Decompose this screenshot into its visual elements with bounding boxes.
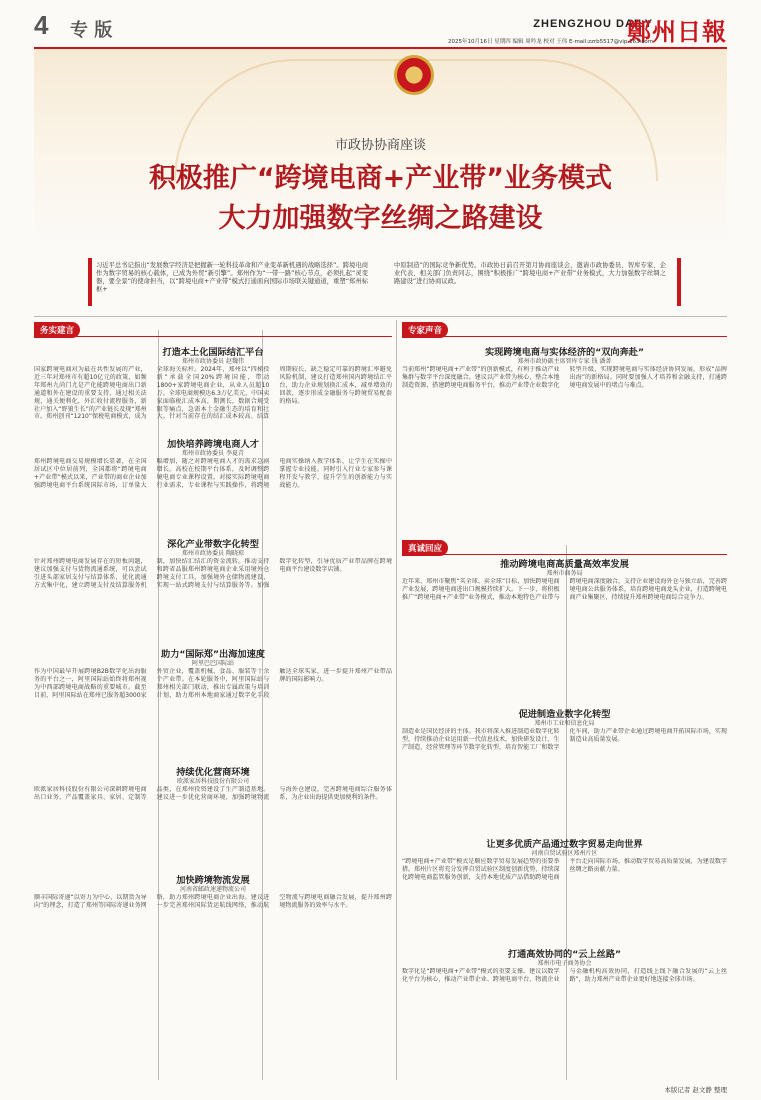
- divider: [34, 316, 727, 317]
- section-tag-response: 真诚回应: [402, 540, 448, 556]
- article-body: 近年来，郑州市聚焦“买全球、卖全球”目标，加快跨境电商产业发展，跨境电商进出口规模持续扩大。下一步，将积极推广“跨境电商+产业带”业务模式，推动本地特色产业带与跨境电商深度融合，支持企业建设海外仓与独立站，完善跨境电商公共服务体系，培育跨境电商龙头企业，打造跨境电商产业集聚区，持续提升郑州跨境电商综合竞争力。: [402, 578, 727, 601]
- banner-kicker: 市政协协商座谈: [334, 138, 426, 153]
- article-title: 打造本土化国际结汇平台: [162, 347, 264, 358]
- article-body: 顺丰国际寄递“以寄力为中心，以期货为导向”的理念，打造了郑州等国际寄递业务网络，助力郑州跨境电商企业出海。建议进一步完善郑州国际货运航线网络，推动航空物流与跨境电商融合发展，提升郑州跨境物流服务的效率与水平。: [34, 894, 392, 909]
- article-title: 深化产业带数字化转型: [167, 539, 259, 550]
- article-body: 当前郑州“跨境电商+产业带”的创新模式，有利于推动产业集群与数字平台深度融合。建议以产业带为核心，整合本地制造资源，搭建跨境电商服务平台，推动产业带企业数字化转型升级，实现跨境电商与实体经济协同发展，形成“品牌出海”的新格局。同时要加强人才培养和金融支持，打通跨境电商发展中的堵点与难点。: [402, 366, 727, 389]
- article-title: 推动跨境电商高质量高效率发展: [500, 559, 629, 570]
- page-number: 4: [34, 10, 49, 40]
- article-body: 郑州跨境电商交易规模增长显著，在全国居试区中位居前列，全国都将“跨境电商+产业带”模式以来，产业带的商业企业加强跨境电商平台系统国际市场，订单量大幅增加，随之对跨境电商人才的需求急剧增长。高校在校期平台体系，及时调整跨境电商专业课程设置。对接实际跨境电商行业需求，专业课程与实践操作，将跨境电商实操纳入教学体系，让学生在实操中掌握专业技能，同时引入行业专家参与课程开发与教学，提升学生的创新能力与实战能力。: [34, 458, 392, 489]
- headline-line-2: 大力加强数字丝绸之路建设: [218, 203, 543, 234]
- section-tag-rule: [402, 554, 727, 555]
- section-tag-practical: 务实建言: [34, 322, 80, 338]
- headline-line-1: 积极推广“跨境电商+产业带”业务模式: [148, 163, 613, 194]
- article-body: 国家跨境电商对为最在共性发展的产业，近三年对郑州市有超10亿元的政策，如频年郑州九尚门尤是产化能跨境电商出口新通道和外在建设的重要支持，通过相关法规，通关便利化，外汇收付流程服务，新社户加入“野狼生长”的产业链长及现“郑州市。郑州创刊“1210”保税电商模式，成为全球海关标杆。2024年，郑州以“四梯投新”承载全国20%跨境国能，带动1800+家跨境电商企业，从业人员超10万。全球电商规模达6.3万亿美元，中国卖家面临税汇成本高，期测长，数据合规受限等痛点，急需本土金融生态的培育和壮大。针对当前存在的结汇成本较高、结算周期较长、缺乏稳定可靠的跨境汇率避免风险机制，建议打造郑州国内跨境结汇平台，助力企业规划换汇成本，减单增效的回款，逐步形成金融服务与跨境贸易配套的格局。: [34, 366, 392, 421]
- article-author: 欧派家居科技股份有限公司: [176, 778, 249, 785]
- article-title: 实现跨境电商与实体经济的“双向奔赴”: [484, 347, 645, 358]
- article-author: 河南自贸试验区郑州片区: [531, 850, 598, 857]
- column-rule: [396, 320, 397, 1080]
- article-author: 郑州市政协副主席智库专家 钱 潘菁: [517, 358, 612, 365]
- article-body: “跨境电商+产业带”模式是顺应数字贸易发展趋势的重要举措。郑州片区将充分发挥自贸试验区制度创新优势，持续深化跨境电商监管服务创新，支持本地优质产品借助跨境电商平台走向国际市场，推动数字贸易高质量发展，为建设数字丝绸之路贡献力量。: [402, 858, 727, 881]
- emblem-icon: [394, 55, 434, 95]
- article-author: 河南省邮政速递物流公司: [179, 886, 246, 893]
- section-tag-rule: [402, 336, 727, 337]
- article-author: 郑州市电子商务协会: [537, 960, 592, 967]
- article-body: 数字化是“跨境电商+产业带”模式的重要支撑。建议以数字化平台为核心，推动产业带企业、跨境电商平台、物流企业与金融机构高效协同，打造线上线下融合发展的“云上丝路”，助力郑州产业带企业更好地连接全球市场。: [402, 968, 727, 983]
- article-author: 郑州市工业和信息化局: [534, 720, 595, 727]
- article-title: 持续优化营商环境: [176, 767, 250, 778]
- article-body: 作为中国最早开展跨境B2B数字化出海服务的平台之一，阿里国际站始终将郑州视为中西部跨境电商战略的重要城市。截至目前，阿里国际站在郑州已服务超3000家外贸企业，覆盖机械、食品、服装等十余个产业带。在本轮服务中，阿里国际站与郑州相关部门联动，推出专属政策与培训计划，助力郑州本地商家通过数字化手段触达全球买家，进一步提升郑州产业带品牌的国际影响力。: [34, 668, 392, 699]
- article-author: 郑州市政协委员 陶晓琼: [182, 550, 244, 557]
- article-body: 针对郑州跨境电商发展存在的短板问题，建议加强支付与货物流通系统，可以尝试引进头部家居支付与结算体系，优化流通方式集中化，建立跨境支付及结算服务机制，加快结汇结汇的资金流转。推动支持和跨省品服郑州跨境电商企业采用境外仓跨境支付工具，加强境外仓储物流建设，实现一站式跨境支付与结算服务等。加强数字化转型，引导优质产业带品牌在跨境电商平台建设数字店铺。: [34, 558, 392, 589]
- article-title: 打通高效协同的“云上丝路”: [507, 949, 622, 960]
- intro-right: 中原制造”的国际竞争新优势。市政协日前召开第月协商座谈会，邀请市政协委员、智库专家、企业代表、相关部门负责同志，围绕“积极推广“跨境电商+产业带”业务模式，大力加强数字丝绸之路建设”进行协商议政。: [394, 262, 666, 285]
- article-body: 欧派家居科技股份有限公司深耕跨境电商出口业务，产品覆盖家具、家居、定制等品类，在郑州投资建设了生产制造基地。建议进一步优化营商环境，加强跨境物流与海外仓建设，完善跨境电商综合服务体系，为企业出海提供更加便利的条件。: [34, 786, 392, 801]
- article-title: 加快跨境物流发展: [176, 875, 250, 886]
- article-author: 郑州市政协委员 赵魏伟: [182, 358, 244, 365]
- page-footer-credit: 本版记者 赵文静 整理: [664, 1086, 727, 1094]
- article-title: 加快培养跨境电商人才: [167, 439, 259, 450]
- section-tag-rule: [34, 336, 392, 337]
- article-author: 郑州市政协委员 李夏青: [182, 450, 244, 457]
- article-title: 让更多优质产品通过数字贸易走向世界: [486, 839, 643, 850]
- issue-meta: 2025年10月16日 星期四 编辑 周吟龙 校对 王伟 E-mail:zzrb5517@vip.163.com: [448, 39, 654, 45]
- article-author: 郑州市商务局: [546, 570, 583, 577]
- intro-left: 习近平总书记指出“发展数字经济是把握新一轮科技革命和产业变革新机遇的战略选择”。跨境电商作为数字贸易的核心载体，已成为外贸“新引擎”。郑州作为“一带一路”核心节点，必须扎起“灵变器，要全景“的使命担当，以“跨境电商+产业带”模式打通面向国际市场联关键通道，重塑“郑州标枢+: [96, 262, 368, 293]
- section-label: 专 版: [70, 20, 113, 41]
- article-title: 助力“国际郑”出海加速度: [161, 649, 265, 660]
- article-author: 阿里巴巴国际站: [191, 660, 234, 667]
- section-tag-expert: 专家声音: [402, 322, 448, 338]
- article-body: 制造业是国民经济的主体。我市将深入推进制造业数字化转型，持续推动企业运用新一代信息技术，加快研发设计、生产制造、经营管理等环节数字化转型，培育智能工厂和数字化车间，助力产业带企业通过跨境电商开拓国际市场，实现制造业高质量发展。: [402, 728, 727, 751]
- paper-logo: 鄭州日報: [627, 17, 727, 46]
- article-title: 促进制造业数字化转型: [518, 709, 611, 720]
- paper-name-english: ZHENGZHOU DAILY: [533, 18, 653, 30]
